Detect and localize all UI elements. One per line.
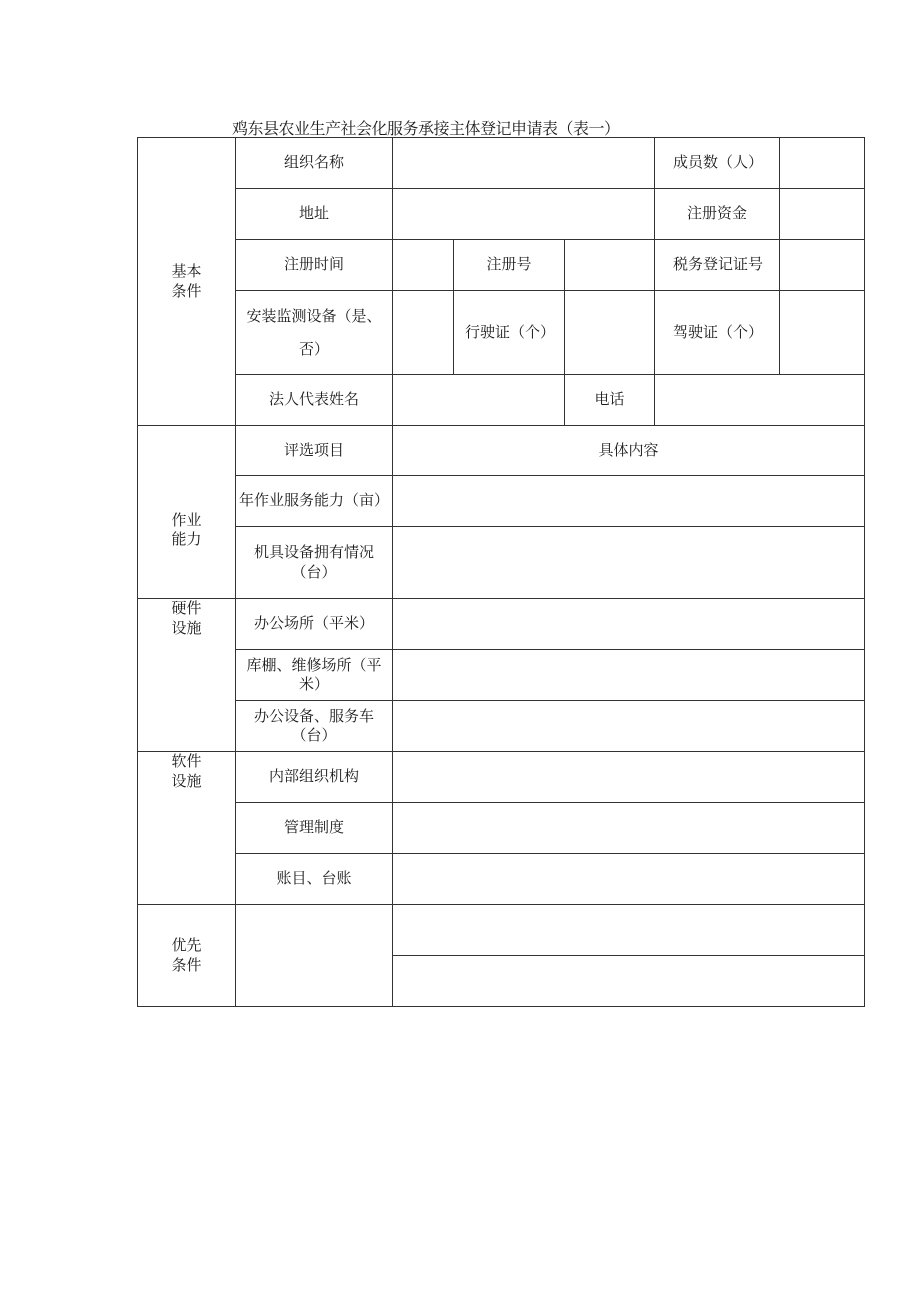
section-software-line2: 设施 bbox=[171, 771, 202, 790]
registration-no-label: 注册号 bbox=[454, 240, 565, 291]
tax-cert-value[interactable] bbox=[780, 240, 865, 291]
tax-cert-label: 税务登记证号 bbox=[655, 240, 780, 291]
section-hardware-line1: 硬件 bbox=[171, 599, 202, 617]
section-software bbox=[138, 752, 236, 905]
driver-license-label: 驾驶证（个） bbox=[655, 291, 780, 375]
legal-rep-value[interactable] bbox=[393, 375, 565, 426]
internal-org-label: 内部组织机构 bbox=[236, 752, 393, 803]
office-equipment-label: 办公设备、服务车（台） bbox=[236, 701, 393, 752]
address-label: 地址 bbox=[236, 189, 393, 240]
monitoring-device-label: 安装监测设备（是、否） bbox=[236, 291, 393, 375]
vehicle-license-value[interactable] bbox=[565, 291, 655, 375]
garage-label: 库棚、维修场所（平米） bbox=[236, 650, 393, 701]
registration-no-value[interactable] bbox=[565, 240, 655, 291]
section-basic-line2: 条件 bbox=[171, 281, 202, 300]
org-name-value[interactable] bbox=[393, 138, 655, 189]
monitoring-device-value[interactable] bbox=[393, 291, 454, 375]
registered-capital-label: 注册资金 bbox=[655, 189, 780, 240]
section-basic bbox=[138, 138, 236, 426]
office-space-value[interactable] bbox=[393, 599, 865, 650]
member-count-label: 成员数（人） bbox=[655, 138, 780, 189]
machinery-label: 机具设备拥有情况（台） bbox=[236, 527, 393, 599]
office-space-label: 办公场所（平米） bbox=[236, 599, 393, 650]
section-priority-line2: 条件 bbox=[171, 955, 202, 974]
section-operation-line2: 能力 bbox=[171, 530, 202, 548]
accounts-label: 账目、台账 bbox=[236, 854, 393, 905]
phone-label: 电话 bbox=[565, 375, 655, 426]
member-count-value[interactable] bbox=[780, 138, 865, 189]
priority-content-value-1[interactable] bbox=[393, 905, 865, 956]
column-header-item: 评选项目 bbox=[236, 426, 393, 476]
section-hardware bbox=[138, 599, 236, 752]
driver-license-value[interactable] bbox=[780, 291, 865, 375]
address-value[interactable] bbox=[393, 189, 655, 240]
registered-capital-value[interactable] bbox=[780, 189, 865, 240]
internal-org-value[interactable] bbox=[393, 752, 865, 803]
column-header-content: 具体内容 bbox=[393, 426, 865, 476]
garage-value[interactable] bbox=[393, 650, 865, 701]
accounts-value[interactable] bbox=[393, 854, 865, 905]
section-priority bbox=[138, 905, 236, 1007]
section-basic-line1: 基本 bbox=[171, 262, 202, 280]
registration-time-value[interactable] bbox=[393, 240, 454, 291]
section-operation bbox=[138, 426, 236, 599]
registration-time-label: 注册时间 bbox=[236, 240, 393, 291]
vehicle-license-label: 行驶证（个） bbox=[454, 291, 565, 375]
org-name-label: 组织名称 bbox=[236, 138, 393, 189]
management-label: 管理制度 bbox=[236, 803, 393, 854]
section-hardware-line2: 设施 bbox=[171, 618, 202, 637]
form-title: 鸡东县农业生产社会化服务承接主体登记申请表（表一） bbox=[232, 119, 620, 138]
annual-capacity-label: 年作业服务能力（亩） bbox=[236, 476, 393, 527]
legal-rep-label: 法人代表姓名 bbox=[236, 375, 393, 426]
office-equipment-value[interactable] bbox=[393, 701, 865, 752]
phone-value[interactable] bbox=[655, 375, 865, 426]
management-value[interactable] bbox=[393, 803, 865, 854]
section-software-line1: 软件 bbox=[171, 752, 202, 770]
annual-capacity-value[interactable] bbox=[393, 476, 865, 527]
priority-content-value-2[interactable] bbox=[393, 956, 865, 1007]
priority-item-value[interactable] bbox=[236, 905, 393, 1007]
machinery-value[interactable] bbox=[393, 527, 865, 599]
section-operation-line1: 作业 bbox=[171, 510, 202, 529]
section-priority-line1: 优先 bbox=[171, 936, 202, 954]
registration-form-table bbox=[137, 137, 865, 1007]
